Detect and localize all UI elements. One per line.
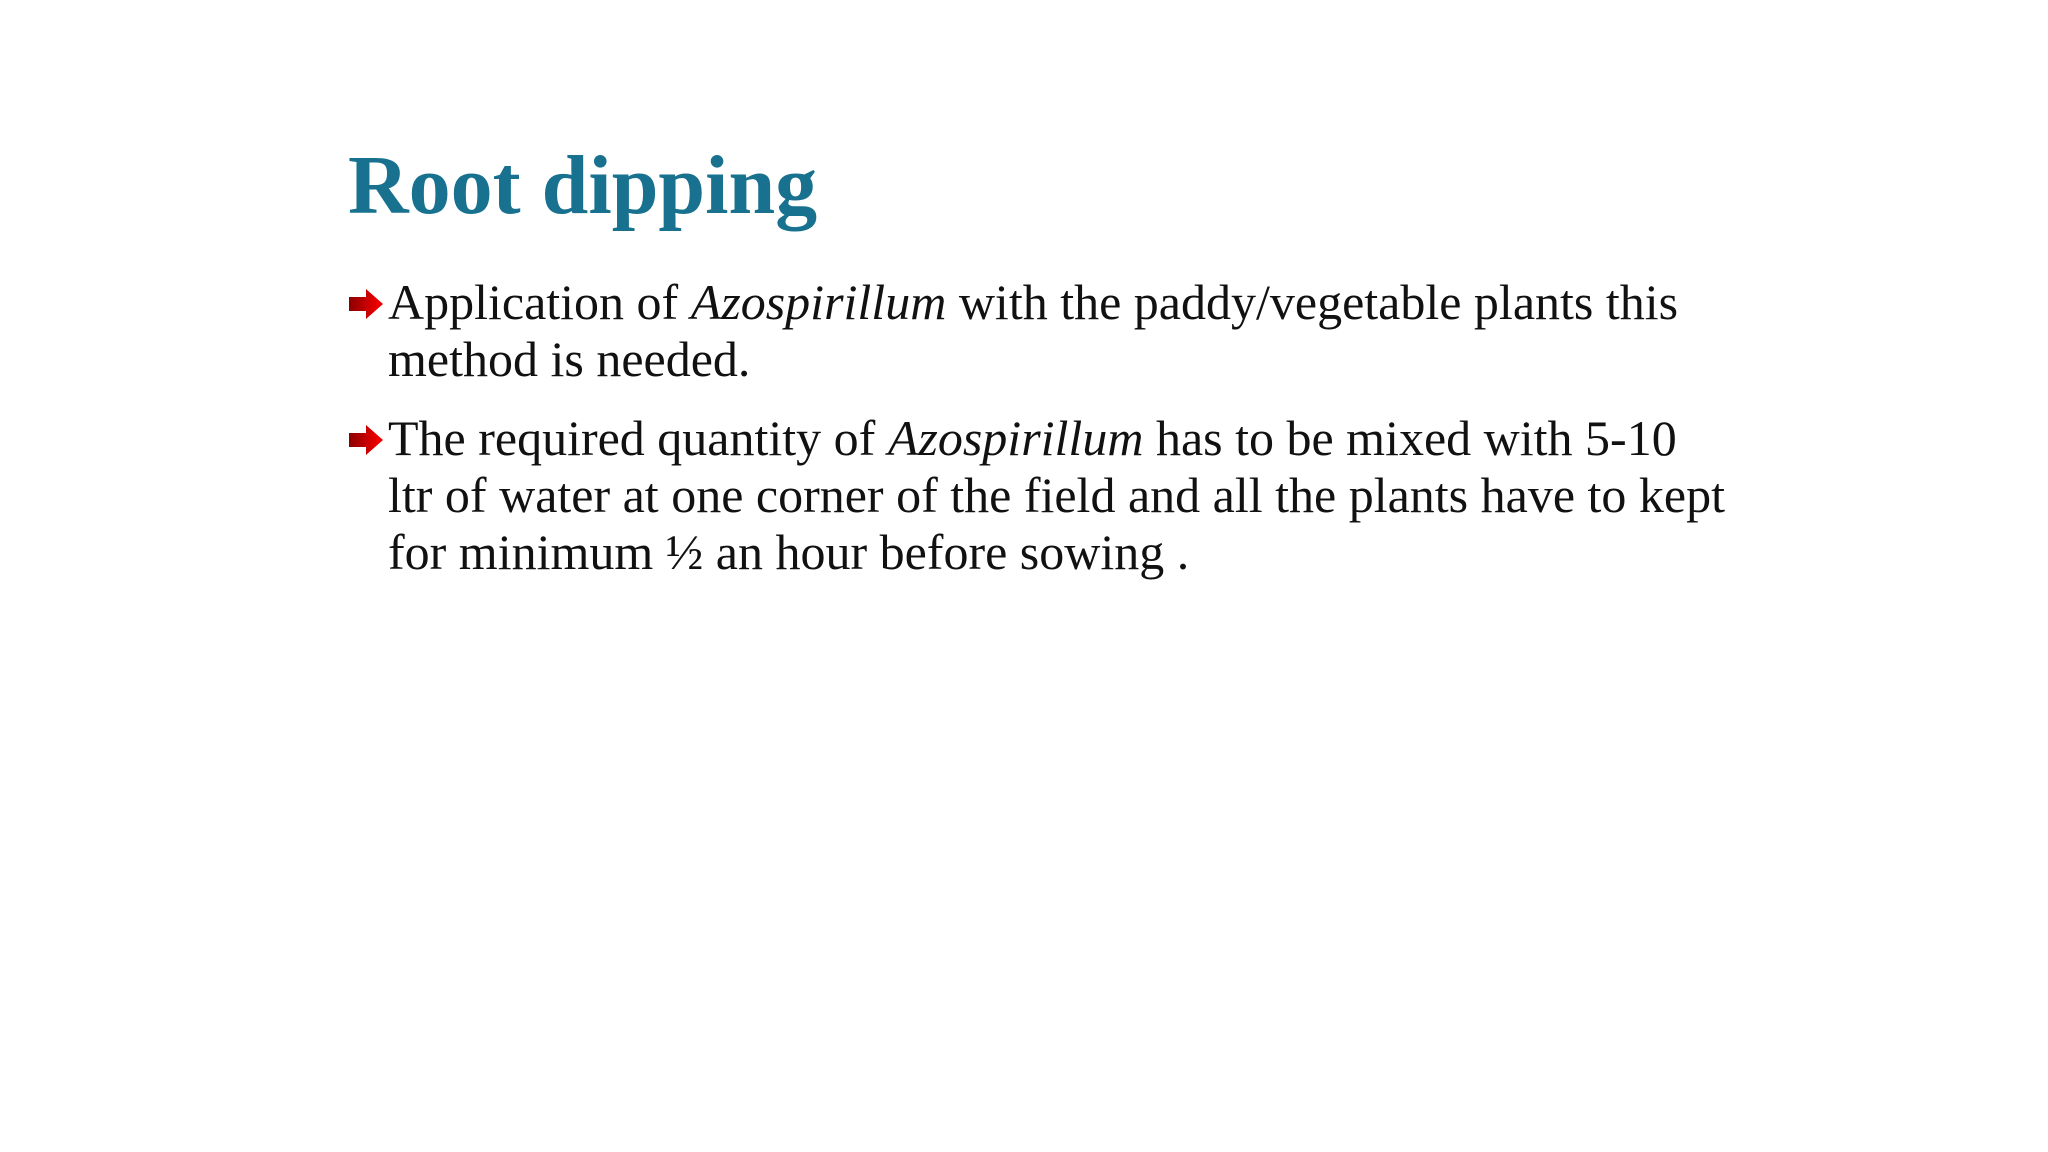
bullet-text-italic: Azospirillum xyxy=(887,410,1144,466)
slide-title: Root dipping xyxy=(348,139,818,232)
bullet-text-before: Application of xyxy=(388,274,691,330)
arrow-bullet-icon xyxy=(348,423,384,457)
bullet-text-italic: Azospirillum xyxy=(690,274,947,330)
arrow-bullet-icon xyxy=(348,287,384,321)
bullet-list xyxy=(348,274,1728,603)
bullet-item xyxy=(348,274,1728,388)
bullet-item xyxy=(348,410,1728,581)
bullet-text-after: with the paddy/vegetable plants this method is needed. xyxy=(388,274,1679,387)
bullet-text-before: The required quantity of xyxy=(388,410,888,466)
bullet-text-after: has to be mixed with 5-10 ltr of water at one corner of the field and all the plants have to kept for minimum ½ an hour before sowing . xyxy=(388,410,1725,580)
